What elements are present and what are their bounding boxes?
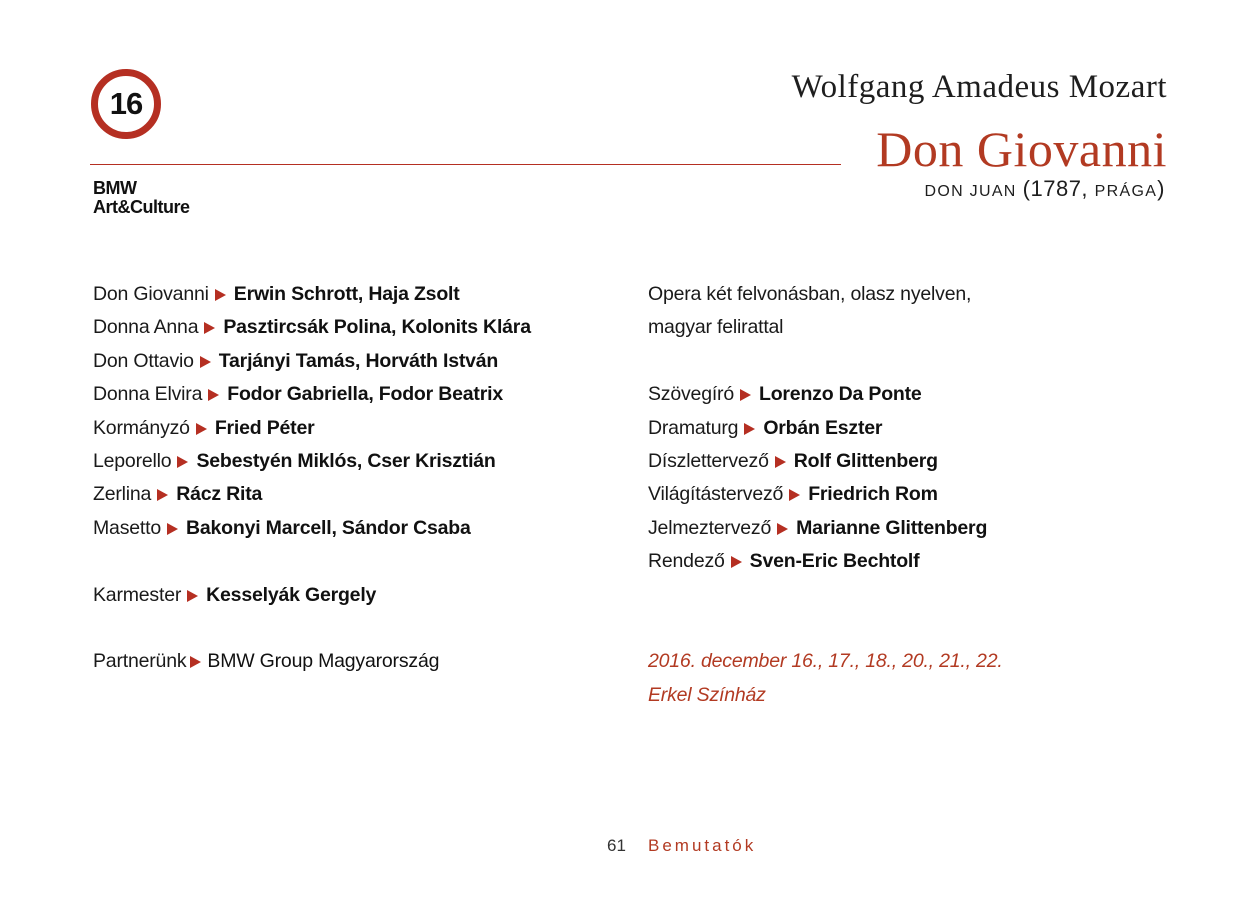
cast-column — [93, 278, 531, 679]
role-label: Masetto — [93, 516, 161, 539]
crew-name: Orbán Eszter — [763, 416, 883, 439]
performer-names: Tarjányi Tamás, Horváth István — [218, 349, 499, 372]
role-label: Dramaturg — [648, 416, 739, 439]
role-label: Világítástervező — [648, 483, 784, 506]
section-name: Bemutatók — [648, 836, 757, 855]
cast-row — [93, 512, 531, 545]
conductor-name: Kesselyák Gergely — [206, 583, 377, 606]
spacer — [93, 612, 531, 645]
arrow-icon — [167, 523, 178, 535]
spacer — [648, 345, 1003, 378]
role-label: Don Giovanni — [93, 283, 209, 305]
partner-name: BMW Group Magyarország — [207, 650, 440, 673]
performance-venue: Erkel Színház — [648, 683, 766, 706]
cast-row — [93, 478, 531, 511]
description-line: Opera két felvonásban, olasz nyelven, — [648, 283, 972, 305]
cast-row — [93, 278, 531, 311]
crew-row — [648, 445, 1003, 478]
role-label: Díszlettervező — [648, 449, 769, 472]
performer-names: Bakonyi Marcell, Sándor Csaba — [185, 516, 471, 539]
crew-row — [648, 512, 1003, 545]
spacer — [648, 612, 1003, 645]
role-label: Donna Elvira — [93, 383, 203, 406]
subtitle-city: PRÁGA — [1094, 183, 1158, 200]
description-line: magyar felirattal — [648, 316, 784, 339]
opera-subtitle — [924, 176, 1165, 202]
arrow-icon — [744, 423, 755, 435]
cast-row — [93, 412, 531, 445]
role-label: Zerlina — [93, 483, 152, 506]
role-label: Kormányzó — [93, 416, 190, 439]
arrow-icon — [196, 423, 207, 435]
performer-names: Rácz Rita — [176, 483, 263, 506]
arrow-icon — [190, 656, 201, 668]
arrow-icon — [177, 456, 188, 468]
role-label: Rendező — [648, 550, 725, 573]
arrow-icon — [777, 523, 788, 535]
sponsor-logo-line2: Art&Culture — [93, 197, 190, 217]
subtitle-paren-close: ) — [1157, 176, 1165, 201]
role-label: Donna Anna — [93, 316, 199, 339]
arrow-icon — [157, 489, 168, 501]
arrow-icon — [740, 389, 751, 401]
crew-name: Lorenzo Da Ponte — [759, 383, 922, 406]
role-label: Szövegíró — [648, 383, 734, 406]
arrow-icon — [731, 556, 742, 568]
role-label: Partnerünk — [93, 650, 187, 673]
cast-row — [93, 345, 531, 378]
crew-name: Marianne Glittenberg — [796, 516, 988, 539]
performer-names: Pasztircsák Polina, Kolonits Klára — [223, 316, 531, 339]
composer-name: Wolfgang Amadeus Mozart — [791, 69, 1167, 105]
arrow-icon — [187, 590, 198, 602]
spacer — [648, 579, 1003, 612]
crew-row — [648, 412, 1003, 445]
page-number: 61 — [607, 836, 626, 855]
cast-row — [93, 445, 531, 478]
sponsor-logo-line1: BMW — [93, 178, 137, 198]
opera-title: Don Giovanni — [876, 121, 1167, 177]
performer-names: Fried Péter — [214, 416, 315, 439]
subtitle-alt-title: DON JUAN — [924, 183, 1017, 200]
role-label: Don Ottavio — [93, 349, 194, 372]
cast-row — [93, 378, 531, 411]
role-label: Jelmeztervező — [648, 516, 772, 539]
age-rating-badge: 16 — [91, 69, 161, 139]
crew-name: Friedrich Rom — [808, 483, 938, 506]
arrow-icon — [208, 389, 219, 401]
arrow-icon — [200, 356, 211, 368]
crew-row — [648, 378, 1003, 411]
role-label: Leporello — [93, 449, 172, 472]
performance-dates: 2016. december 16., 17., 18., 20., 21., 22. — [648, 650, 1003, 673]
arrow-icon — [215, 289, 226, 301]
arrow-icon — [204, 322, 215, 334]
partner-row — [93, 645, 531, 678]
performer-names: Sebestyén Miklós, Cser Krisztián — [196, 449, 496, 472]
performer-names: Fodor Gabriella, Fodor Beatrix — [227, 383, 503, 406]
crew-row — [648, 478, 1003, 511]
cast-row — [93, 311, 531, 344]
subtitle-year: 1787, — [1030, 176, 1095, 201]
conductor-row — [93, 579, 531, 612]
subtitle-paren-open: ( — [1022, 176, 1031, 201]
crew-name: Rolf Glittenberg — [793, 449, 938, 472]
crew-name: Sven-Eric Bechtolf — [749, 550, 920, 573]
arrow-icon — [775, 456, 786, 468]
production-column — [648, 278, 1003, 712]
role-label: Karmester — [93, 583, 182, 606]
spacer — [93, 545, 531, 578]
arrow-icon — [789, 489, 800, 501]
header-divider — [90, 164, 841, 165]
performer-names: Erwin Schrott, Haja Zsolt — [233, 283, 460, 305]
crew-row — [648, 545, 1003, 578]
